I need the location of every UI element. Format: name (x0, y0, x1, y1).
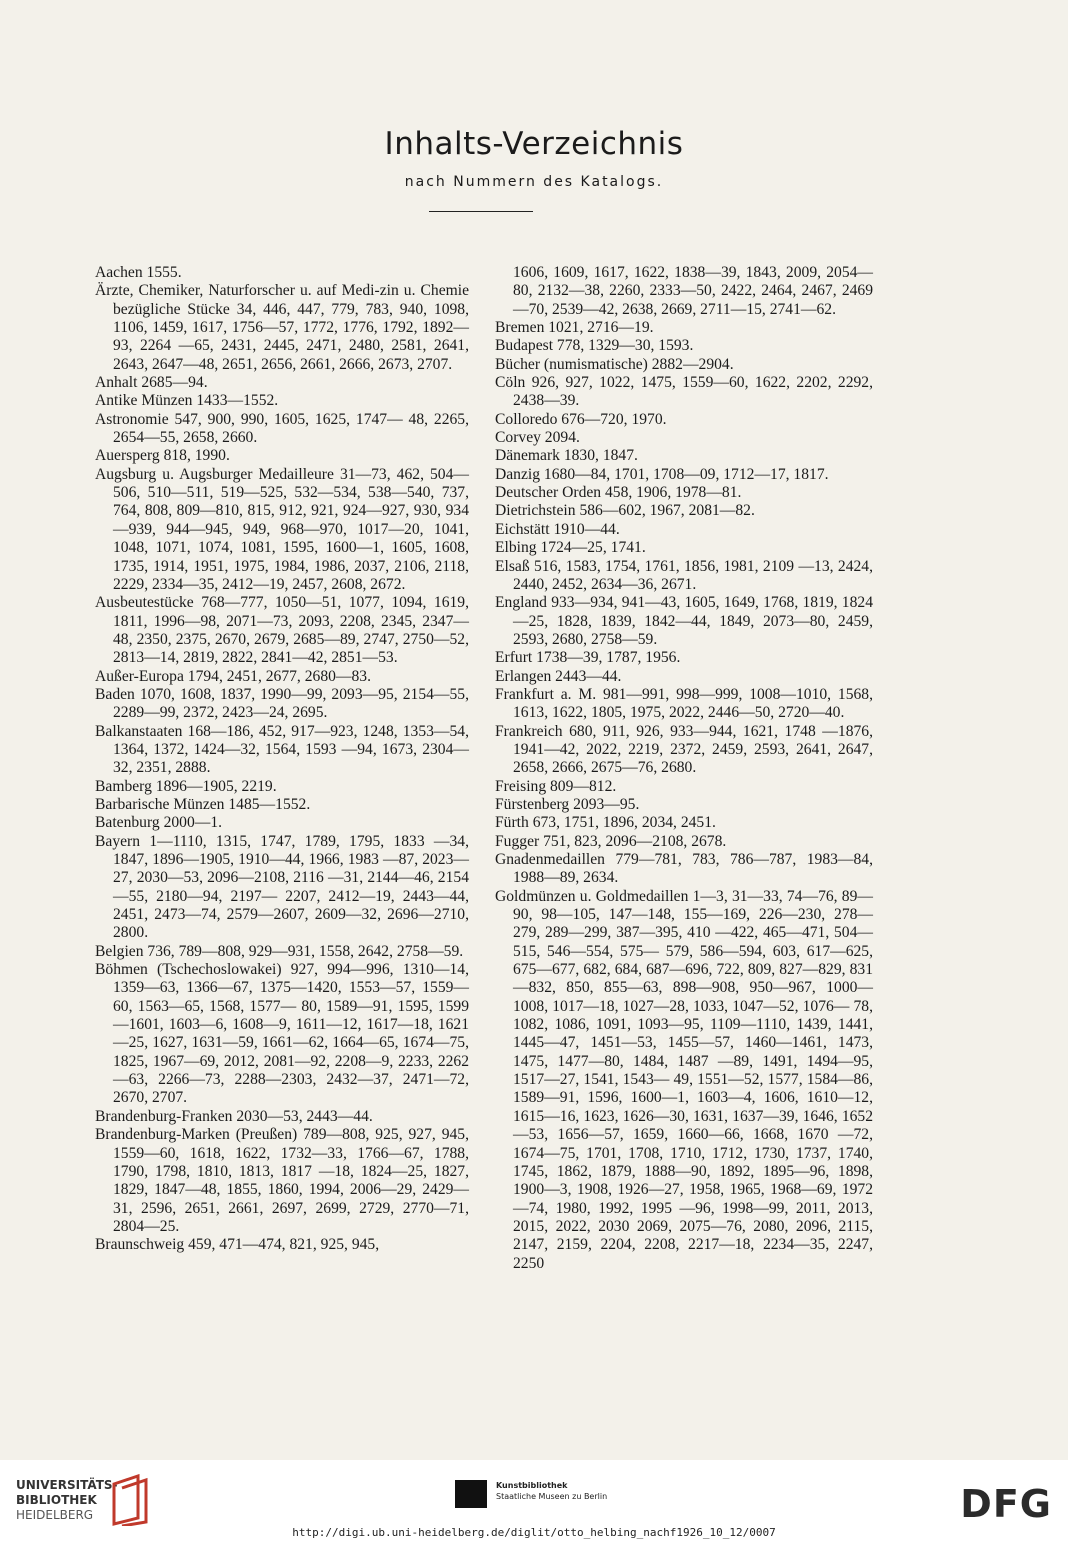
index-entry: Eichstätt 1910—44. (495, 520, 620, 538)
index-entry-continuation: 1606, 1609, 1617, 1622, 1838—39, 1843, 2009, 2054—80, 2132—38, 2260, 2333—50, 2422, 2464, 2467, 2469—70, 2539—42, 2638, 2669, 2711—15, 2741—62. (513, 264, 873, 318)
page-subtitle: nach Nummern des Katalogs. (404, 174, 664, 190)
index-entry: Budapest 778, 1329—30, 1593. (495, 337, 694, 355)
index-entry: Frankreich 680, 911, 926, 933—944, 1621, 1748 —1876, 1941—42, 2022, 2219, 2372, 2459, 2593, 2641, 2647, 2658, 2666, 2675—76, 2680. (495, 722, 873, 777)
permalink-url[interactable]: http://digi.ub.uni-heidelberg.de/diglit/otto_helbing_nachf1926_10_12/0007 (292, 1526, 776, 1539)
index-entry: Böhmen (Tschechoslowakei) 927, 994—996, 1310—14, 1359—63, 1366—67, 1375—1420, 1553—57, 1559—60, 1563—65, 1568, 1577— 80, 1589—91, 1595, 1599—1601, 1603—6, 1608—9, 1611—12, 1617—18, 1621—25, 1627, 1631—59, 1661—62, 1664—65, 1674—75, 1825, 1967—69, 2012, 2081—92, 2208—9, 2233, 2262—63, 2266—73, 2288—2303, 2432—37, 2471—72, 2670, 2707. (95, 961, 469, 1107)
index-entry: Elbing 1724—25, 1741. (495, 539, 646, 557)
viewer-footer (0, 1460, 1068, 1543)
index-entry: Außer-Europa 1794, 2451, 2677, 2680—83. (95, 667, 372, 685)
kb-logo-line: Kunstbibliothek (496, 1481, 568, 1490)
ub-logo-line: HEIDELBERG (16, 1508, 94, 1522)
index-entry: Dietrichstein 586—602, 1967, 2081—82. (495, 502, 755, 520)
index-entry: Braunschweig 459, 471—474, 821, 925, 945, (95, 1236, 380, 1254)
index-entry: Bayern 1—1110, 1315, 1747, 1789, 1795, 1833 —34, 1847, 1896—1905, 1910—44, 1966, 1983 —87, 2023—27, 2030—53, 2096—2108, 2116 —31, 2144—46, 2154—55, 2180—94, 2197— 2207, 2412—19, 2443—44, 2451, 2473—74, 2579—2607, 2609—32, 2696—2710, 2800. (95, 832, 469, 942)
index-entry: Frankfurt a. M. 981—991, 998—999, 1008—1010, 1568, 1613, 1622, 1805, 1975, 2022, 2446—50, 2720—40. (495, 685, 873, 722)
ub-logo-line: BIBLIOTHEK (16, 1493, 97, 1507)
kb-logo-line: Staatliche Museen zu Berlin (496, 1492, 608, 1501)
index-entry: Danzig 1680—84, 1701, 1708—09, 1712—17, 1817. (495, 465, 829, 483)
dfg-logo[interactable]: DFG (960, 1482, 1052, 1526)
index-entry: Elsaß 516, 1583, 1754, 1761, 1856, 1981, 2109 —13, 2424, 2440, 2452, 2634—36, 2671. (495, 557, 873, 593)
index-entry: Astronomie 547, 900, 990, 1605, 1625, 1747— 48, 2265, 2654—55, 2658, 2660. (95, 410, 469, 447)
kunstbibliothek-logo-icon (455, 1480, 487, 1508)
index-entry: Erfurt 1738—39, 1787, 1956. (495, 649, 681, 667)
index-entry: Brandenburg-Franken 2030—53, 2443—44. (95, 1107, 373, 1125)
index-column-right (495, 264, 873, 1273)
index-entry: Baden 1070, 1608, 1837, 1990—99, 2093—95, 2154—55, 2289—99, 2372, 2423—24, 2695. (95, 685, 469, 722)
index-entry: Dänemark 1830, 1847. (495, 447, 638, 465)
index-entry: England 933—934, 941—43, 1605, 1649, 1768, 1819, 1824—25, 1828, 1839, 1842—44, 1849, 2073—80, 2459, 2593, 2680, 2758—59. (495, 594, 873, 648)
index-entry: Gnadenmedaillen 779—781, 783, 786—787, 1983—84, 1988—89, 2634. (495, 851, 873, 887)
page-title: Inhalts-Verzeichnis (384, 126, 684, 162)
index-entry: Batenburg 2000—1. (95, 814, 223, 832)
index-entry: Corvey 2094. (495, 429, 580, 447)
index-entry: Deutscher Orden 458, 1906, 1978—81. (495, 484, 742, 502)
index-entry: Colloredo 676—720, 1970. (495, 410, 667, 428)
ub-logo-line: UNIVERSITÄTS- (16, 1478, 118, 1492)
index-entry: Ärzte, Chemiker, Naturforscher u. auf Medi-zin u. Chemie bezügliche Stücke 34, 446, 447, 779, 783, 940, 1098, 1106, 1459, 1617, 1756—57, 1772, 1776, 1792, 1892—93, 2264 —65, 2431, 2445, 2471, 2480, 2581, 2641, 2643, 2647—48, 2651, 2656, 2661, 2666, 2673, 2707. (95, 282, 469, 373)
index-entry: Bamberg 1896—1905, 2219. (95, 777, 277, 795)
index-entry: Fürstenberg 2093—95. (495, 795, 640, 813)
index-column-left (95, 264, 469, 1255)
index-entry: Ausbeutestücke 768—777, 1050—51, 1077, 1094, 1619, 1811, 1996—98, 2071—73, 2093, 2208, 2345, 2347—48, 2350, 2375, 2670, 2679, 2685—89, 2747, 2750—52, 2813—14, 2819, 2822, 2841—42, 2851—53. (95, 594, 469, 667)
index-entry: Aachen 1555. (95, 264, 182, 281)
index-entry: Bücher (numismatische) 2882—2904. (495, 355, 734, 373)
index-entry: Balkanstaaten 168—186, 452, 917—923, 1248, 1353—54, 1364, 1372, 1424—32, 1564, 1593 —94, 1673, 2304—32, 2351, 2888. (95, 722, 469, 777)
index-entry: Erlangen 2443—44. (495, 667, 622, 685)
index-entry: Belgien 736, 789—808, 929—931, 1558, 2642, 2758—59. (95, 942, 464, 960)
index-entry: Fugger 751, 823, 2096—2108, 2678. (495, 832, 727, 850)
title-divider (429, 211, 533, 212)
index-entry: Brandenburg-Marken (Preußen) 789—808, 925, 927, 945, 1559—60, 1618, 1622, 1732—33, 1766—67, 1788, 1790, 1798, 1810, 1813, 1817 —18, 1824—25, 1827, 1829, 1847—48, 1855, 1860, 1994, 2006—29, 2429—31, 2596, 2651, 2661, 2697, 2699, 2729, 2770—71, 2804—25. (95, 1126, 469, 1235)
kunstbibliothek-logo[interactable] (496, 1480, 607, 1502)
index-entry: Augsburg u. Augsburger Medailleure 31—73, 462, 504—506, 510—511, 519—525, 532—534, 538—540, 737, 764, 808, 809—810, 815, 912, 921, 924—927, 930, 934—939, 944—945, 949, 968—970, 1017—20, 1041, 1048, 1071, 1074, 1081, 1595, 1600—1, 1605, 1608, 1735, 1914, 1951, 1975, 1984, 1986, 2037, 2106, 2118, 2229, 2334—35, 2412—19, 2457, 2608, 2672. (95, 465, 469, 593)
index-entry: Goldmünzen u. Goldmedaillen 1—3, 31—33, 74—76, 89—90, 98—105, 147—148, 155—169, 226—230, 278—279, 289—299, 387—395, 410 —422, 465—471, 504—515, 546—554, 575— 579, 586—594, 603, 617—625, 675—677, 682, 684, 687—696, 722, 809, 827—829, 831—832, 850, 855—63, 898—908, 950—967, 1000—1008, 1017—18, 1027—28, 1033, 1047—52, 1076— 78, 1082, 1086, 1091, 1093—95, 1109—1110, 1439, 1441, 1445—47, 1451—53, 1455—57, 1460—1461, 1473, 1475, 1477—80, 1484, 1487 —89, 1491, 1494—95, 1517—27, 1541, 1543— 49, 1551—52, 1577, 1584—86, 1589—91, 1596, 1600—1, 1603—4, 1606, 1610—12, 1615—16, 1623, 1626—30, 1631, 1637—39, 1646, 1652 —53, 1656—57, 1659, 1660—66, 1668, 1670 —72, 1674—75, 1701, 1708, 1710, 1712, 1730, 1737, 1740, 1745, 1862, 1879, 1888—90, 1892, 1895—96, 1898, 1900—3, 1908, 1926—27, 1958, 1965, 1968—69, 1972—74, 1980, 1992, 1995 —96, 1998—99, 2011, 2013, 2015, 2022, 2030 2069, 2075—76, 2080, 2096, 2115, 2147, 2159, 2204, 2208, 2217—18, 2234—35, 2247, 2250 (495, 887, 873, 1272)
university-library-logo[interactable] (16, 1478, 118, 1523)
index-entry: Antike Münzen 1433—1552. (95, 392, 279, 410)
index-entry: Freising 809—812. (495, 777, 617, 795)
index-entry: Cöln 926, 927, 1022, 1475, 1559—60, 1622, 2202, 2292, 2438—39. (495, 374, 873, 410)
index-entry: Barbarische Münzen 1485—1552. (95, 795, 311, 813)
index-entry: Bremen 1021, 2716—19. (495, 319, 654, 337)
index-entry: Auersperg 818, 1990. (95, 447, 230, 465)
ub-emblem-icon (108, 1474, 152, 1526)
index-entry: Fürth 673, 1751, 1896, 2034, 2451. (495, 814, 716, 832)
index-entry: Anhalt 2685—94. (95, 374, 208, 392)
